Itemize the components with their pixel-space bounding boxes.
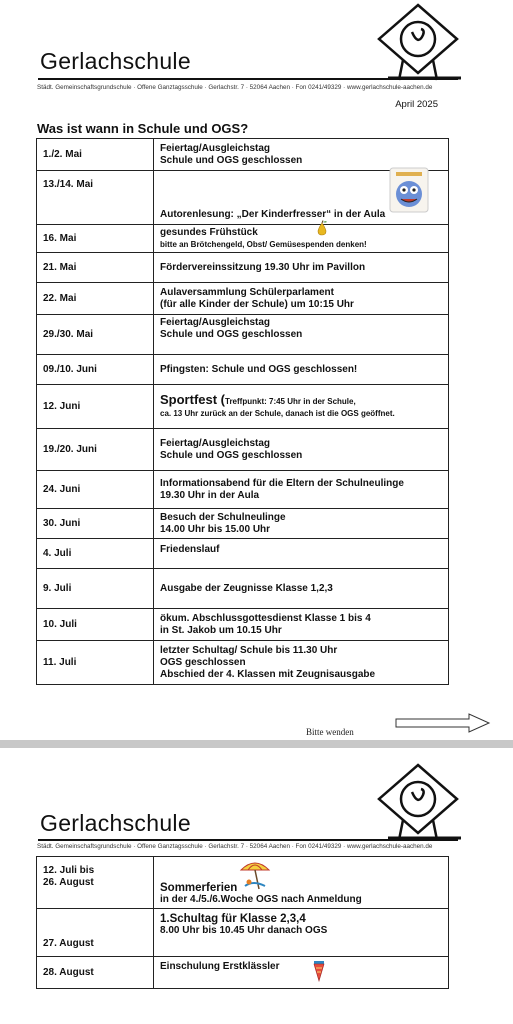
table-row xyxy=(37,957,449,989)
row-date: 12. Juli bis 26. August xyxy=(37,857,154,909)
desc-line: Ausgabe der Zeugnisse Klasse 1,2,3 xyxy=(160,582,333,594)
desc-line: Einschulung Erstklässler xyxy=(160,961,280,972)
desc-line: Sportfest (Treffpunkt: 7:45 Uhr in der Schule, xyxy=(160,392,356,407)
table-row xyxy=(37,283,449,315)
school-logo-icon xyxy=(373,2,463,82)
row-description xyxy=(154,539,449,569)
desc-line: in St. Jakob um 10.15 Uhr xyxy=(160,624,282,636)
row-date: 30. Juni xyxy=(37,509,154,539)
table-row xyxy=(37,139,449,171)
desc-line: Abschied der 4. Klassen mit Zeugnisausgabe xyxy=(160,668,376,680)
desc-line: Pfingsten: Schule und OGS geschlossen! xyxy=(160,363,358,375)
arrow-right-icon xyxy=(395,713,491,733)
table-row xyxy=(37,385,449,429)
row-date: 27. August xyxy=(37,909,154,957)
school-logo-icon xyxy=(373,762,463,842)
beach-umbrella-icon xyxy=(237,856,273,892)
desc-line: 8.00 Uhr bis 10.45 Uhr danach OGS xyxy=(160,925,328,936)
table-row xyxy=(37,641,449,685)
table-row xyxy=(37,315,449,355)
desc-line: OGS geschlossen xyxy=(160,656,246,668)
row-date: 12. Juni xyxy=(37,385,154,429)
row-description xyxy=(154,429,449,471)
row-description xyxy=(154,509,449,539)
desc-line: Feiertag/Ausgleichstag xyxy=(160,317,271,328)
desc-line: ca. 13 Uhr zurück an der Schule, danach ist die OGS geöffnet. xyxy=(160,409,395,418)
desc-line: ökum. Abschlussgottesdienst Klasse 1 bis 4 xyxy=(160,612,371,624)
desc-line: Schule und OGS geschlossen xyxy=(160,449,303,461)
row-date: 24. Juni xyxy=(37,471,154,509)
turn-page-text: Bitte wenden xyxy=(306,727,354,737)
desc-line: Fördervereinssitzung 19.30 Uhr im Pavillon xyxy=(160,261,366,273)
row-date: 16. Mai xyxy=(37,225,154,253)
desc-line: Schule und OGS geschlossen xyxy=(160,154,303,166)
row-description xyxy=(154,355,449,385)
page-2 xyxy=(0,748,513,1024)
desc-line: bitte an Brötchengeld, Obst/ Gemüsespenden denken! xyxy=(160,240,367,249)
desc-line: Aulaversammlung Schülerparlament xyxy=(160,286,334,298)
table-row xyxy=(37,509,449,539)
table-row xyxy=(37,429,449,471)
table-row xyxy=(37,569,449,609)
row-description xyxy=(154,225,449,253)
table-row xyxy=(37,225,449,253)
row-description xyxy=(154,641,449,685)
row-date: 21. Mai xyxy=(37,253,154,283)
row-date: 19./20. Juni xyxy=(37,429,154,471)
row-description xyxy=(154,471,449,509)
desc-line: Feiertag/Ausgleichstag xyxy=(160,437,271,449)
desc-line: gesundes Frühstück xyxy=(160,227,258,238)
row-description xyxy=(154,315,449,355)
row-description xyxy=(154,253,449,283)
table-row xyxy=(37,909,449,957)
desc-line: (für alle Kinder der Schule) um 10:15 Uhr xyxy=(160,298,354,310)
table-row xyxy=(37,355,449,385)
row-date: 9. Juli xyxy=(37,569,154,609)
desc-line: Friedenslauf xyxy=(160,544,220,555)
desc-line: Informationsabend für die Eltern der Schulneulinge xyxy=(160,477,404,489)
desc-line: 19.30 Uhr in der Aula xyxy=(160,489,260,501)
desc-line: 1.Schultag für Klasse 2,3,4 xyxy=(160,913,306,925)
school-name: Gerlachschule xyxy=(40,810,191,836)
section-title: Was ist wann in Schule und OGS? xyxy=(37,121,249,136)
desc-line: in der 4./5./6.Woche OGS nach Anmeldung xyxy=(160,894,362,905)
row-description xyxy=(154,569,449,609)
row-description xyxy=(154,909,449,957)
row-description xyxy=(154,385,449,429)
desc-line: Schule und OGS geschlossen xyxy=(160,329,303,340)
row-date: 09./10. Juni xyxy=(37,355,154,385)
page-separator xyxy=(0,740,513,748)
school-subline: Städt. Gemeinschaftsgrundschule · Offene Ganztagsschule · Gerlachstr. 7 · 52064 Aachen · Fon 0241/49329 · www.gerlachschule-aachen.de xyxy=(37,843,433,850)
table-row xyxy=(37,609,449,641)
row-date: 29./30. Mai xyxy=(37,315,154,355)
school-cone-icon xyxy=(313,960,325,982)
desc-line: Besuch der Schulneulinge xyxy=(160,511,286,523)
row-description xyxy=(154,957,449,989)
desc-line: 14.00 Uhr bis 15.00 Uhr xyxy=(160,523,271,535)
row-description xyxy=(154,857,449,909)
table-row xyxy=(37,539,449,569)
row-date: 28. August xyxy=(37,957,154,989)
row-date: 10. Juli xyxy=(37,609,154,641)
row-date: 11. Juli xyxy=(37,641,154,685)
row-date: 13./14. Mai xyxy=(37,171,154,225)
school-subline: Städt. Gemeinschaftsgrundschule · Offene Ganztagsschule · Gerlachstr. 7 · 52064 Aachen · Fon 0241/49329 · www.gerlachschule-aachen.de xyxy=(37,84,433,91)
row-date: 1./2. Mai xyxy=(37,139,154,171)
table-row xyxy=(37,471,449,509)
desc-line: Autorenlesung: „Der Kinderfresser“ in der Aula xyxy=(160,209,386,220)
desc-line: letzter Schultag/ Schule bis 11.30 Uhr xyxy=(160,644,338,656)
row-date: 4. Juli xyxy=(37,539,154,569)
document-date: April 2025 xyxy=(395,99,438,110)
monster-book-icon xyxy=(388,166,430,214)
schedule-table xyxy=(36,138,449,685)
school-name: Gerlachschule xyxy=(40,48,191,74)
desc-line: Feiertag/Ausgleichstag xyxy=(160,142,271,154)
table-row xyxy=(37,171,449,225)
row-date: 22. Mai xyxy=(37,283,154,315)
row-description xyxy=(154,609,449,641)
desc-line: Sommerferien xyxy=(160,882,238,894)
row-description xyxy=(154,283,449,315)
table-row xyxy=(37,253,449,283)
pear-icon xyxy=(315,220,329,236)
